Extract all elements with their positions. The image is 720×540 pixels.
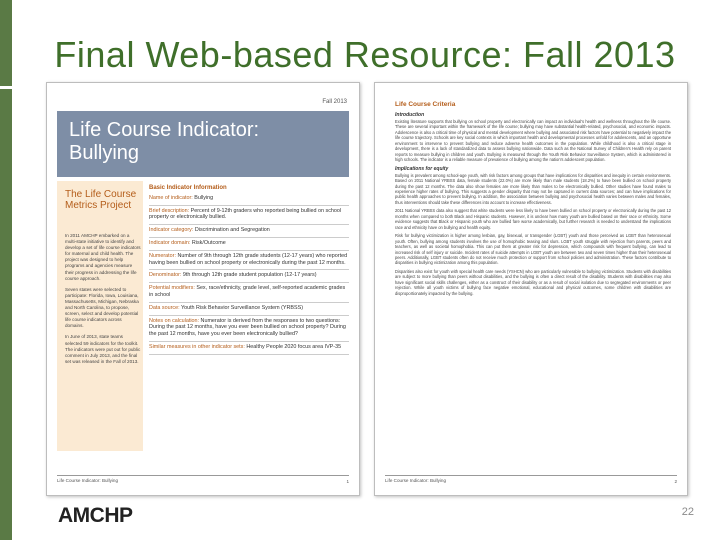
- info-label: Indicator category:: [149, 227, 194, 234]
- info-row: [149, 193, 349, 206]
- criteria-content: [395, 101, 671, 299]
- info-label: Potential modifiers:: [149, 285, 195, 292]
- section-paragraph: Risk for bullying victimization is higher among lesbian, gay, bisexual, or transgender (LGBT) youth and those perceived as LGBT than heterosexual youth. Often, bullying among students involves the use of homophobic teasing and slurs. LGBT youth struggle with rejection from parents, peers and teachers, as well as societal homophobia. This can put them at greater risk for depression, which compounds with frequent bullying, can lead to increased risk of self injury or suicide. Incident rates of suicide attempts in LGBT youth are between two and seven times higher than their heterosexual peers. Additionally, LGBT students often do not receive much protection or support from school policies and administration. These factors contribute to disparities in bullying victimization among this population.: [395, 233, 671, 266]
- header-line-2: Bullying: [69, 142, 140, 164]
- info-row: [149, 251, 349, 271]
- info-value: Percent of 9-12th graders who reported being bullied on school property or electronically bullied.: [149, 207, 342, 221]
- info-value: Youth Risk Behavior Surveillance System (YRBSS): [180, 304, 304, 311]
- info-value: Discrimination and Segregation: [194, 227, 270, 234]
- footer-label: Life Course Indicator: Bullying: [385, 478, 447, 483]
- section-paragraph: Bullying is prevalent among school-age youth, with risk factors among groups that have implications for disparities and inequity in certain environments. Based on 2011 National YRBSS data, female students (22.0%) are more likely than male students (18.2%) to have been bullied on school property during the past 12 months. The data also show females are more likely than males to be electronically bullied. Other studies have found males to experience higher rates of bullying. This suggests a gender disparity that may not be captured in current data sources; and can have implications for public health approaches to prevent bullying. In addition, the association between bullying and psychosocial health varies between males and females, thus interventions should take these differences into account to increase effectiveness.: [395, 172, 671, 205]
- info-value: Number of 9th through 12th grade students (12-17 years) who reported having been bullied on school property or electronically during the past 12 months.: [149, 252, 348, 266]
- info-label: Denominator:: [149, 272, 182, 279]
- header-line-1: Life Course Indicator:: [69, 119, 260, 141]
- info-row: [149, 303, 349, 316]
- section-heading: Implications for equity: [395, 165, 449, 172]
- info-section-heading: [149, 183, 349, 193]
- amchp-logo: AMCHP: [58, 504, 133, 527]
- indicator-header-banner: [57, 111, 349, 177]
- info-label: Brief description:: [149, 207, 190, 214]
- footer-page-number: 1: [346, 479, 349, 484]
- metrics-project-sidebar: [57, 181, 143, 451]
- info-label: Name of indicator:: [149, 194, 193, 201]
- document-page-2: [374, 82, 688, 496]
- info-row: [149, 342, 349, 355]
- document-page-1: [46, 82, 360, 496]
- info-value: 9th through 12th grade student population (12-17 years): [182, 272, 317, 279]
- sidebar-paragraph: In 2011 AMCHP embarked on a multi-state initiative to identify and develop a set of life course indicators for maternal and child health. The project was designed to help programs and agencies measure their progress in addressing the life course approach.: [65, 233, 141, 281]
- info-row: [149, 270, 349, 283]
- footer-page-number: 2: [674, 479, 677, 484]
- info-heading-label: Basic Indicator Information: [149, 185, 227, 191]
- page-date: Fall 2013: [322, 99, 347, 105]
- slide-title: Final Web-based Resource: Fall 2013: [54, 34, 676, 75]
- sidebar-title: The Life Course Metrics Project: [65, 189, 137, 211]
- left-accent-bar: [0, 0, 12, 540]
- info-row: [149, 206, 349, 226]
- info-value: Healthy People 2020 focus area IVP-35: [246, 343, 342, 350]
- info-label: Indicator domain:: [149, 239, 191, 246]
- sidebar-paragraph: In June of 2013, state teams selected 59 indicators for the toolkit. The indicators were put out for public comment in July 2013, and the final set was released in the Fall of 2013.: [65, 334, 141, 364]
- info-value: Numerator is derived from the responses to two questions: During the past 12 months, have you ever been bullied on school property? During the past 12 months, have you ever been electronically bullied?: [149, 317, 346, 338]
- info-value: Sex, race/ethnicity, grade level, self-reported academic grades in school: [149, 285, 346, 298]
- info-label: Numerator:: [149, 252, 176, 259]
- info-value: Bullying: [194, 194, 214, 201]
- info-label: Similar measures in other indicator sets:: [149, 343, 245, 350]
- sidebar-paragraph: Seven states were selected to participate: Florida, Iowa, Louisiana, Massachusetts, Michigan, Nebraska and North Carolina, to propose, screen, select and develop potential life course indicators across domains.: [65, 286, 139, 329]
- info-row: [149, 283, 349, 303]
- section-paragraph: Existing literature supports that bullying on school property and electronically can impact an individual's health and wellness throughout the life course. These are several important within the framework of the life course; bullying may have substantial health-related, psychosocial, and economic impacts. Adolescence is also a critical time of physical and mental development where bullying and associated risk factors have potential to negatively impact the life course trajectory. Schools are key social contexts in which important health and developmental processes unfold for adolescents, and an opportune environment to intervene to prevent bullying and reduce adverse health outcomes in the population. While childhood is also a critical stage in development, there is a lack of standardized data to assess bullying nationwide. Data such as the National Survey of Children's Health rely on parent reports to measure bullying in children and youth. Bullying is measured through the Youth Risk Behavior Surveillance System, which is administered in high schools. The indicator is a reliable measure of prevalence of bullying among the nation's adolescent population.: [395, 119, 671, 163]
- info-value: Risk/Outcome: [191, 239, 226, 246]
- slide-number: 22: [681, 506, 694, 518]
- section-paragraph: Disparities also exist for youth with special health care needs (YSHCN) who are particularly vulnerable to bullying victimization. Students with disabilities are subject to more bullying than peers without disabilities, and the bullying is often a direct result of the disability. Students with disabilities may also have significant social skills challenges, either as a construct of their disability or as a result of social isolation due to segregated environments or peer rejection. While all youth victims of bullying face negative emotional, educational and physical outcomes, some children with disabilities are disproportionately impacted by the bullying.: [395, 268, 671, 296]
- info-row: [149, 225, 349, 238]
- page-footer: [385, 475, 677, 483]
- left-accent-divider: [0, 86, 12, 89]
- footer-label: Life Course Indicator: Bullying: [57, 478, 119, 483]
- page-footer: [57, 475, 349, 483]
- criteria-title: Life Course Criteria: [395, 101, 456, 108]
- info-label: Data source:: [149, 304, 180, 311]
- info-row: [149, 316, 349, 342]
- section-paragraph: 2011 National YRBSS data also suggest that white students were less likely to have been bullied on school property or electronically during the past 12 months when compared to both Black and Hispanic students. However, it is unclear how many youth are bullied based on their race or ethnicity. Some evidence suggests that Black or Hispanic youth who are bullied fare worse academically, but further research is needed to understand the implications race and ethnicity have on bullying and health equity.: [395, 208, 671, 230]
- indicator-info-table: [149, 183, 349, 355]
- sidebar-body: [65, 233, 141, 370]
- info-label: Notes on calculation:: [149, 317, 200, 324]
- info-row: [149, 238, 349, 251]
- section-heading: Introduction: [395, 112, 425, 118]
- indicator-header-title: [69, 119, 259, 165]
